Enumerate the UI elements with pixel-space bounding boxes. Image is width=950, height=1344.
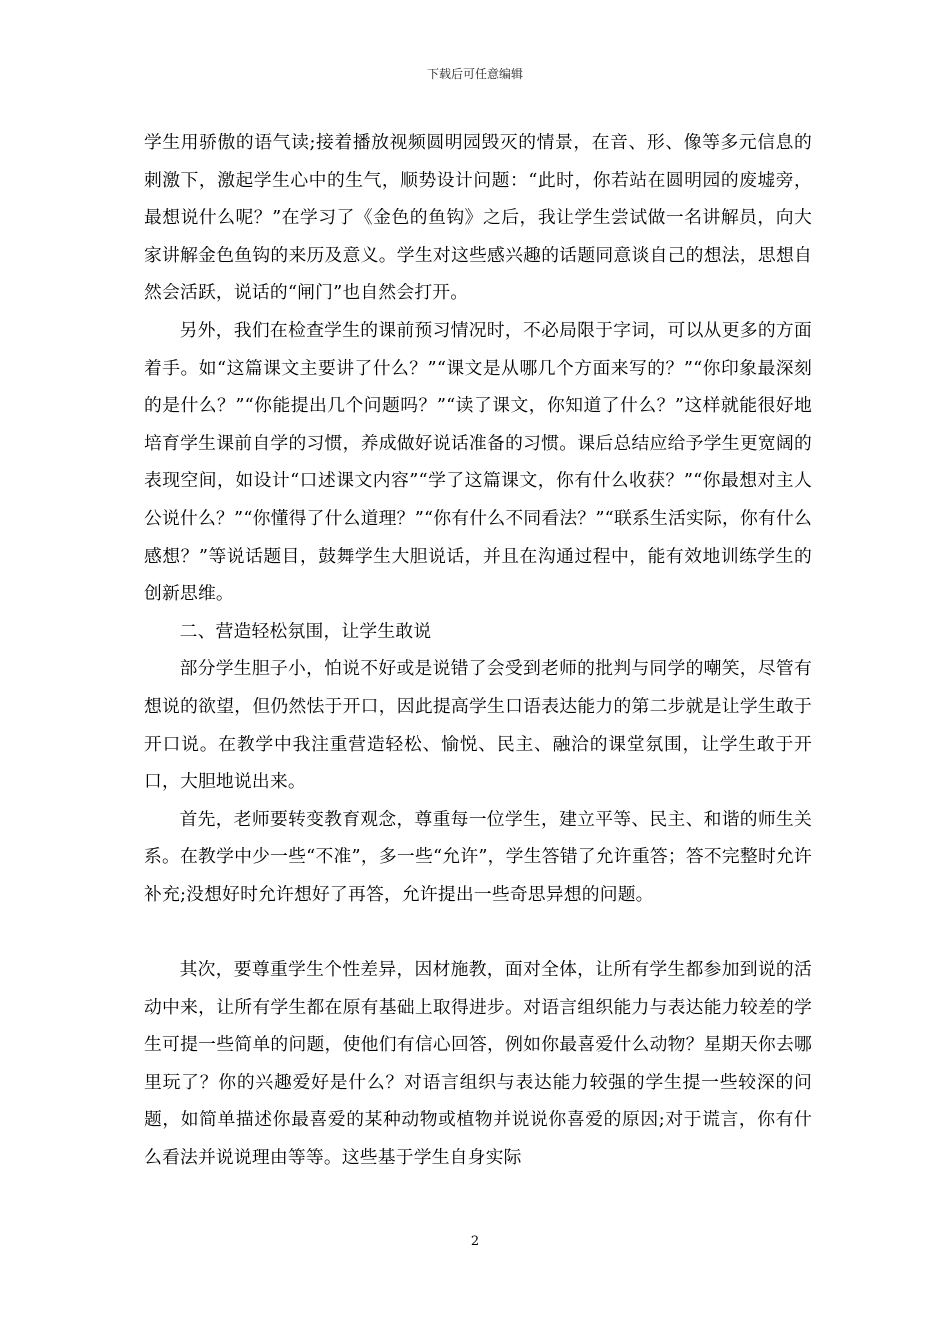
paragraph-second: 其次，要尊重学生个性差异，因材施教，面对全体，让所有学生都参加到说的活动中来，让所有学生都在原有基础上取得进步。对语言组织能力与表达能力较差的学生可提一些简单的问题，使他们有信心回答，例如你最喜爱什么动物？星期天你去哪里玩了？你的兴趣爱好是什么？对语言组织与表达能力较强的学生提一些较深的问题，如简单描述你最喜爱的某种动物或植物并说说你喜爱的原因;对于谎言，你有什么看法并说说理由等等。这些基于学生自身实际 [144, 959, 812, 1169]
paragraph-shy-students: 部分学生胆子小，怕说不好或是说错了会受到老师的批判与同学的嘲笑，尽管有想说的欲望，但仍然怯于开口，因此提高学生口语表达能力的第二步就是让学生敢于开口说。在教学中我注重营造轻松、愉悦、民主、融洽的课堂氛围，让学生敢于开口，大胆地说出来。 [144, 658, 812, 793]
section-heading: 二、营造轻松氛围，让学生敢说 [179, 620, 432, 642]
page-number: 2 [470, 1234, 480, 1249]
paragraph-first: 首先，老师要转变教育观念，尊重每一位学生，建立平等、民主、和谐的师生关系。在教学中少一些“不准”，多一些“允许”，学生答错了允许重答；答不完整时允许补充;没想好时允许想好了再答，允许提出一些奇思异想的问题。 [144, 808, 812, 905]
paragraph-continued: 学生用骄傲的语气读;接着播放视频圆明园毁灭的情景，在音、形、像等多元信息的刺激下，激起学生心中的生气，顺势设计问题：“此时，你若站在圆明园的废墟旁，最想说什么呢？”在学习了《金色的鱼钩》之后，我让学生尝试做一名讲解员，向大家讲解金色鱼钩的来历及意义。学生对这些感兴趣的话题同意谈自己的想法，思想自然会活跃，说话的“闸门”也自然会打开。 [144, 132, 812, 304]
paragraph-preview-check: 另外，我们在检查学生的课前预习情况时，不必局限于字词，可以从更多的方面着手。如“这篇课文主要讲了什么？”“课文是从哪几个方面来写的？”“你印象最深刻的是什么？”“你能提出几个问题吗？”“读了课文，你知道了什么？”这样就能很好地培育学生课前自学的习惯，养成做好说话准备的习惯。课后总结应给予学生更宽阔的表现空间，如设计“口述课文内容”“学了这篇课文，你有什么收获？”“你最想对主人公说什么？”“你懂得了什么道理？”“你有什么不同看法？”“联系生活实际，你有什么感想？”等说话题目，鼓舞学生大胆说话，并且在沟通过程中，能有效地训练学生的创新思维。 [144, 319, 812, 605]
blank-line [144, 913, 812, 951]
document-body [144, 124, 812, 1177]
page-header: 下载后可任意编辑 [426, 67, 523, 81]
